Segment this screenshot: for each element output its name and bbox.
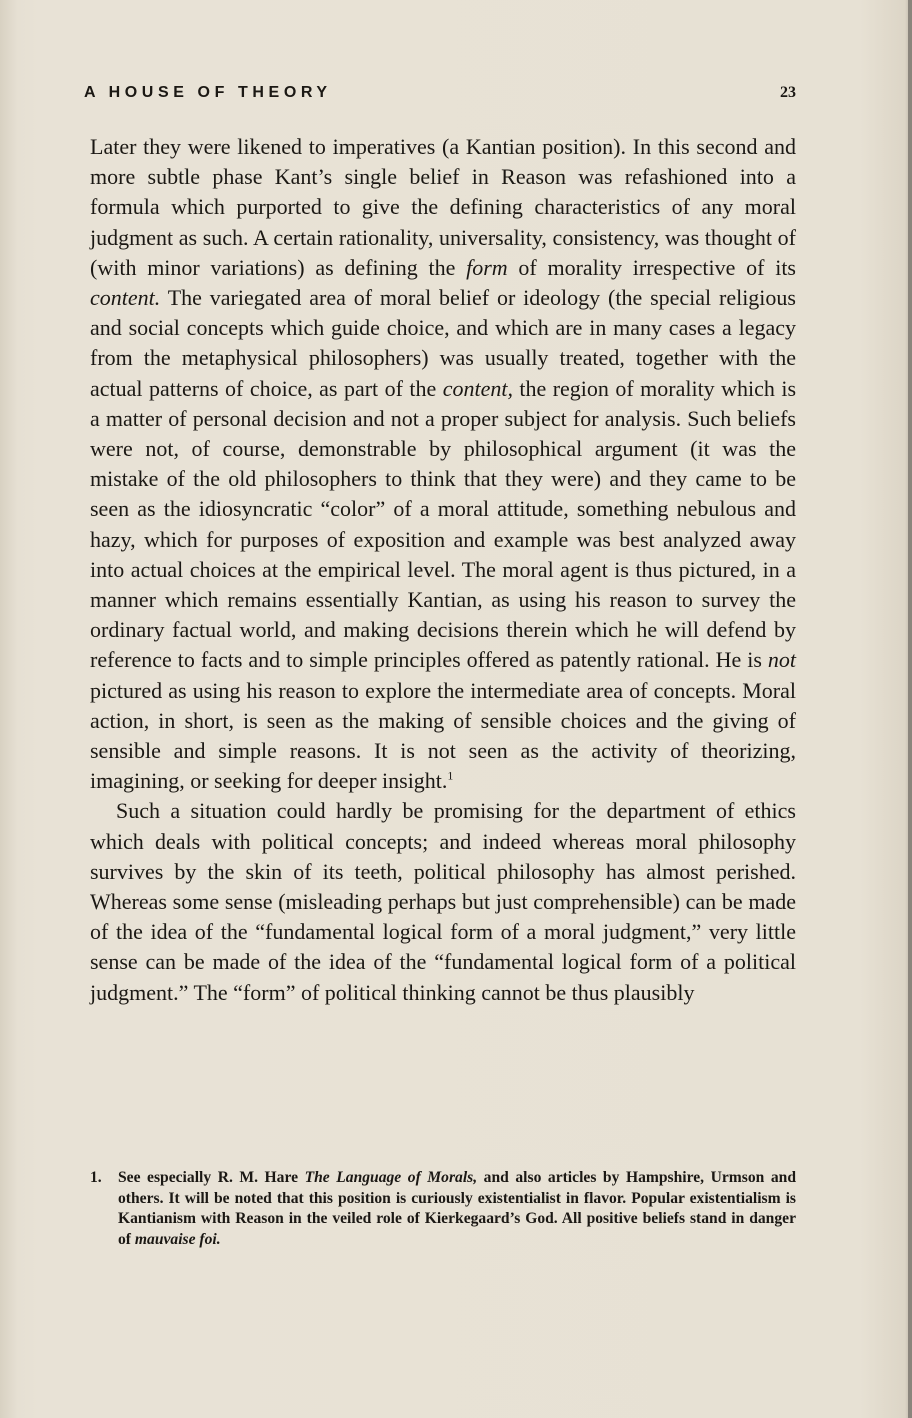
paragraph-1 — [90, 132, 796, 796]
paragraph-2: Such a situation could hardly be promising for the department of ethics which deals with political concepts; and indeed whereas moral philosophy survives by the skin of its teeth, political philosophy has almost perished. Whereas some sense (misleading perhaps but just comprehensible) can be made of the idea of the “fundamental logical form of a moral judgment,” very little sense can be made of the idea of the “fundamental logical form of a political judgment.” The “form” of political thinking cannot be thus plausibly — [90, 798, 796, 1005]
body-text — [90, 132, 796, 1008]
footnote-reference[interactable]: 1 — [447, 768, 454, 783]
italic-term: not — [767, 647, 796, 673]
italic-title: The Language of Morals, — [304, 1169, 478, 1186]
text-run: of morality irrespective of its — [507, 254, 796, 280]
page-edge — [908, 0, 912, 1418]
page-number: 23 — [780, 84, 796, 101]
text-run: The variegated area of moral belief or ideology (the special religious and social concepts which guide choice, and which are in many cases a legacy from the metaphysical philosophers) was usually treated, together with the actual patterns of choice, as part of the — [90, 285, 796, 401]
footnote — [90, 1168, 796, 1250]
italic-term: content. — [90, 285, 161, 311]
text-run: Later they were likened to imperatives (a Kantian position). In this second and more subtle phase Kant’s single belief in Reason was refashioned into a formula which purported to give the defining characteristics of any moral judgment as such. A certain rationality, universality, consistency, was thought of (with minor variations) as defining the — [90, 134, 796, 280]
text-run: and also articles by Hampshire, Urmson and others. It will be noted that this position is curiously existentialist in flavor. Popular existentialism is Kantianism with Reason in the veiled role of Kierkegaard’s God. All positive beliefs stand in danger of — [118, 1169, 796, 1248]
footnote-text — [118, 1168, 796, 1250]
footnote-number: 1. — [90, 1169, 102, 1186]
text-run: the region of morality which is a matter of personal decision and not a proper subject for analysis. Such beliefs were not, of course, demonstrable by philosophical argument (it was the mistake of the old philosophers to think that they were) and they came to be seen as the idiosyncratic “color” of a moral attitude, something nebulous and hazy, which for purposes of exposition and example was best analyzed away into actual choices at the empirical level. The moral agent is thus pictured, in a manner which remains essentially Kantian, as using his reason to survey the ordinary factual world, and making decisions therein which he will defend by reference to facts and to simple principles offered as patently rational. He is — [90, 375, 797, 673]
text-run: pictured as using his reason to explore the intermediate area of concepts. Moral action, in short, is seen as the making of sensible choices and the giving of sensible and simple reasons. It is not seen as the activity of theorizing, imagining, or seeking for deeper insight. — [90, 677, 796, 794]
running-head: A HOUSE OF THEORY — [84, 84, 332, 101]
text-run: See especially R. M. Hare — [118, 1169, 305, 1186]
italic-term: mauvaise foi. — [134, 1230, 221, 1248]
italic-term: form — [466, 254, 508, 280]
italic-term: content, — [442, 375, 513, 401]
page-header — [84, 84, 796, 108]
